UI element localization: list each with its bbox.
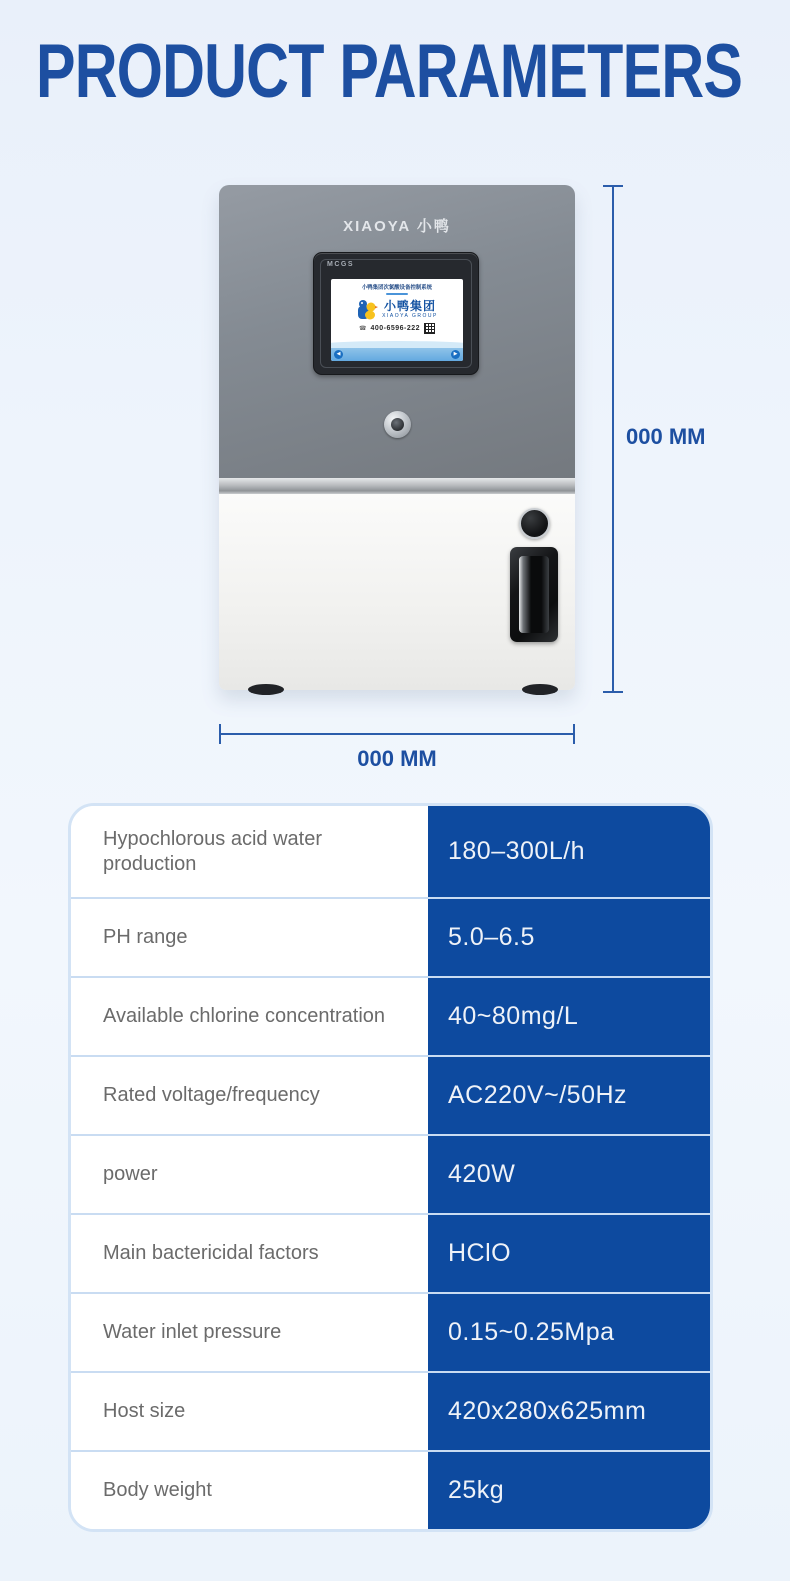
screen-logo-en: XIAOYA GROUP xyxy=(382,312,438,319)
param-label: Hypochlorous acid water production xyxy=(71,806,428,897)
table-row xyxy=(71,897,710,976)
machine-foot-left xyxy=(248,684,284,695)
table-row xyxy=(71,1450,710,1529)
screen-bezel-label: MCGS xyxy=(327,261,354,268)
param-value: 0.15~0.25Mpa xyxy=(428,1294,710,1371)
param-value: 420x280x625mm xyxy=(428,1373,710,1450)
keyhole-core xyxy=(391,418,404,431)
param-label: Main bactericidal factors xyxy=(71,1215,428,1292)
param-label: Body weight xyxy=(71,1452,428,1529)
param-label: Water inlet pressure xyxy=(71,1294,428,1371)
screen-phone-row xyxy=(331,323,463,334)
param-value: AC220V~/50Hz xyxy=(428,1057,710,1134)
param-label: Rated voltage/frequency xyxy=(71,1057,428,1134)
param-value: 25kg xyxy=(428,1452,710,1529)
machine-silver-strip xyxy=(219,478,575,494)
product-image xyxy=(219,185,575,690)
param-value: 40~80mg/L xyxy=(428,978,710,1055)
qr-code-icon xyxy=(424,323,435,334)
width-dimension-line xyxy=(219,733,575,735)
power-button xyxy=(519,508,550,539)
table-row xyxy=(71,1055,710,1134)
param-value: 420W xyxy=(428,1136,710,1213)
machine-foot-right xyxy=(522,684,558,695)
width-dimension-tick-left xyxy=(219,724,221,744)
screen-nav-bar xyxy=(331,348,463,361)
brand-text: XIAOYA 小鸭 xyxy=(343,218,451,235)
table-row xyxy=(71,1134,710,1213)
param-label: PH range xyxy=(71,899,428,976)
keyhole xyxy=(384,411,411,438)
phone-icon: ☎ xyxy=(358,326,367,332)
duck-mascot-icon xyxy=(356,298,378,320)
param-value: HClO xyxy=(428,1215,710,1292)
height-dimension-label: 000 MM xyxy=(626,424,706,449)
screen-next-icon: ▶ xyxy=(451,350,460,359)
width-dimension-tick-right xyxy=(573,724,575,744)
dispenser-handle xyxy=(510,547,558,642)
screen-phone-number: 400-6596-222 xyxy=(370,325,421,332)
screen-header-text: 小鸭集团次氯酸设备控制系统 xyxy=(361,285,433,291)
param-label: power xyxy=(71,1136,428,1213)
screen-logo-cn: 小鸭集团 xyxy=(383,298,436,313)
param-label: Host size xyxy=(71,1373,428,1450)
screen-subheader-line xyxy=(386,293,408,295)
dispenser-slot xyxy=(519,556,549,633)
table-row xyxy=(71,806,710,897)
table-row xyxy=(71,1292,710,1371)
width-dimension-label: 000 MM xyxy=(357,746,437,771)
screen-prev-icon: ◀ xyxy=(334,350,343,359)
height-dimension-line xyxy=(612,185,614,693)
page-title: PRODUCT PARAMETERS xyxy=(36,29,743,114)
param-label: Available chlorine concentration xyxy=(71,978,428,1055)
screen-display xyxy=(331,279,463,361)
table-row xyxy=(71,1371,710,1450)
screen-logo-texts xyxy=(382,300,438,319)
param-value: 5.0–6.5 xyxy=(428,899,710,976)
height-dimension-tick-top xyxy=(603,185,623,187)
param-value: 180–300L/h xyxy=(428,806,710,897)
height-dimension-tick-bottom xyxy=(603,691,623,693)
table-row xyxy=(71,1213,710,1292)
touchscreen xyxy=(313,252,479,375)
table-row xyxy=(71,976,710,1055)
screen-logo xyxy=(331,298,463,320)
parameters-table xyxy=(68,803,713,1532)
